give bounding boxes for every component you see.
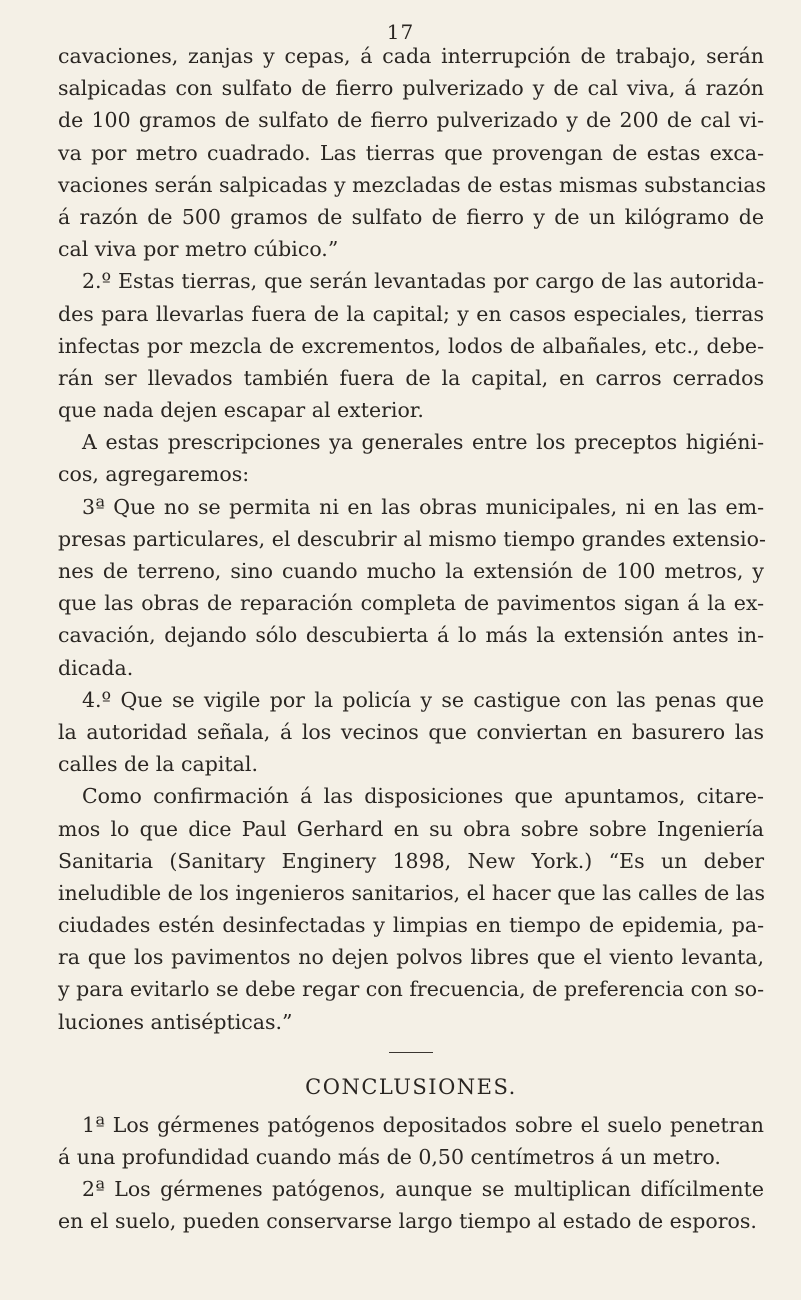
text-line: presas particulares, el descubrir al mismo tiempo grandes extensio- (58, 526, 766, 551)
text-line: y para evitarlo se debe regar con frecuencia, de preferencia con so- (58, 977, 764, 1002)
text-line: cos, agregaremos: (58, 462, 250, 487)
text-line: ineludible de los ingenieros sanitarios, el hacer que las calles de las (58, 880, 766, 905)
text-line: cal viva por metro cúbico.” (58, 237, 339, 262)
text-line: calles de la capital. (58, 752, 258, 777)
text-line: la autoridad señala, á los vecinos que conviertan en basurero las (58, 719, 764, 744)
text-line: ra que los pavimentos no dejen polvos libres que el viento levanta, (58, 945, 764, 970)
text-line: de 100 gramos de sulfato de fierro pulverizado y de 200 de cal vi- (58, 108, 764, 133)
body-text (58, 40, 767, 1238)
text-line: 3ª Que no se permita ni en las obras municipales, ni en las em- (82, 494, 764, 519)
text-line: 1ª Los gérmenes patógenos depositados sobre el suelo penetran (82, 1112, 764, 1137)
text-line: Sanitaria (Sanitary Enginery 1898, New York.) “Es un deber (58, 848, 764, 873)
text-line: cavación, dejando sólo descubierta á lo más la extensión antes in- (58, 623, 764, 648)
text-line: mos lo que dice Paul Gerhard en su obra sobre sobre Ingeniería (58, 816, 764, 841)
text-line: A estas prescripciones ya generales entre los preceptos higiéni- (82, 430, 764, 455)
text-line: 2ª Los gérmenes patógenos, aunque se multiplican difícilmente (82, 1177, 764, 1202)
text-line: des para llevarlas fuera de la capital; y en casos especiales, tierras (58, 301, 764, 326)
text-line: que nada dejen escapar al exterior. (58, 398, 424, 423)
text-line: vaciones serán salpicadas y mezcladas de estas mismas substancias (58, 172, 767, 197)
text-line: ciudades estén desinfectadas y limpias en tiempo de epidemia, pa- (58, 913, 764, 938)
text-line: dicada. (58, 655, 134, 680)
text-line: luciones antisépticas.” (58, 1009, 293, 1034)
text-line: á razón de 500 gramos de sulfato de fierro y de un kilógramo de (58, 204, 764, 229)
page-number: 17 (386, 20, 415, 44)
text-line: salpicadas con sulfato de fierro pulverizado y de cal viva, á razón (58, 76, 764, 101)
text-line: rán ser llevados también fuera de la capital, en carros cerrados (58, 365, 764, 390)
text-line: infectas por mezcla de excrementos, lodos de albañales, etc., debe- (58, 333, 764, 358)
conclusions-heading: CONCLUSIONES. (305, 1074, 517, 1099)
text-line: á una profundidad cuando más de 0,50 centímetros á un metro. (58, 1145, 721, 1169)
text-line: que las obras de reparación completa de pavimentos sigan á la ex- (58, 591, 764, 616)
text-line: va por metro cuadrado. Las tierras que provengan de estas exca- (58, 140, 764, 165)
text-line: en el suelo, pueden conservarse largo tiempo al estado de esporos. (58, 1209, 757, 1234)
text-line: 2.º Estas tierras, que serán levantadas por cargo de las autorida- (82, 269, 764, 294)
section-divider (389, 1052, 433, 1053)
text-line: cavaciones, zanjas y cepas, á cada interrupción de trabajo, serán (58, 44, 764, 68)
text-line: nes de terreno, sino cuando mucho la extensión de 100 metros, y (58, 559, 764, 583)
text-line: Como confirmación á las disposiciones que apuntamos, citare- (82, 784, 764, 809)
text-line: 4.º Que se vigile por la policía y se castigue con las penas que (82, 687, 764, 712)
